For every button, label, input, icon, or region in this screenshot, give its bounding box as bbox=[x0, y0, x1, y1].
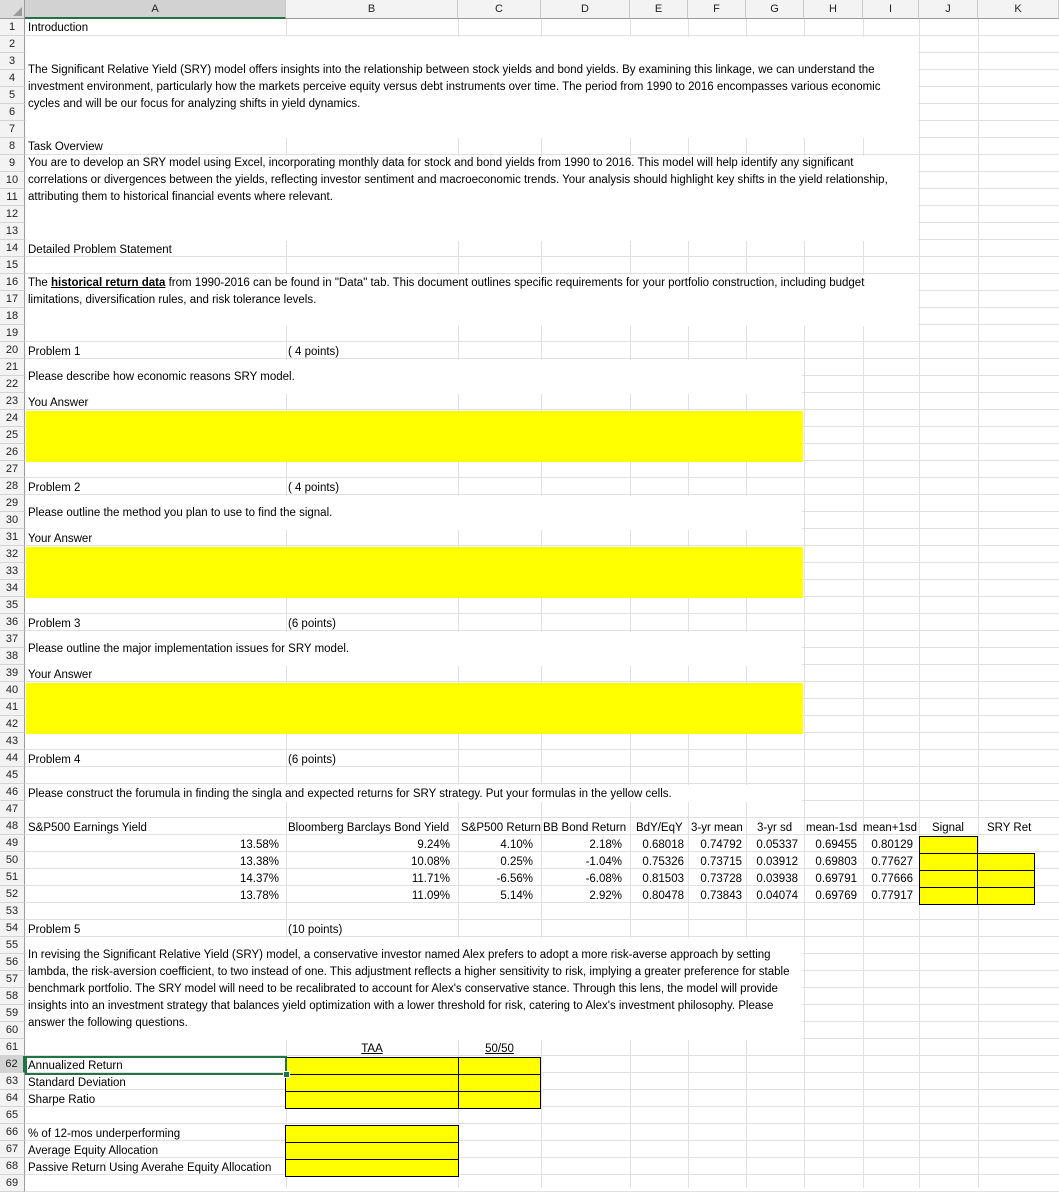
problem1-title: Problem 1 bbox=[28, 346, 81, 358]
col-label-taa: TAA bbox=[361, 1043, 383, 1055]
row-header-61[interactable]: 61 bbox=[0, 1039, 25, 1056]
cell-bond-yield-row51[interactable]: 11.71% bbox=[411, 873, 450, 885]
row-header-54[interactable]: 54 bbox=[0, 920, 25, 937]
gridline-h bbox=[25, 341, 1059, 342]
col-header-b[interactable]: B bbox=[286, 0, 458, 19]
row-header-27[interactable]: 27 bbox=[0, 461, 25, 478]
taa-standard-deviation-cell[interactable] bbox=[285, 1074, 459, 1092]
cell-bb-bond-return-row52[interactable]: 2.92% bbox=[589, 890, 622, 902]
active-cell-a62[interactable] bbox=[25, 1056, 287, 1075]
gridline-h bbox=[25, 766, 1059, 767]
col-header-g[interactable]: G bbox=[746, 0, 804, 19]
problem2-title: Problem 2 bbox=[28, 482, 81, 494]
gridline-h bbox=[25, 919, 1059, 920]
row-header-18[interactable]: 18 bbox=[0, 308, 25, 325]
row-header-20[interactable]: 20 bbox=[0, 342, 25, 359]
gridline-h bbox=[25, 783, 1059, 784]
metric-sharpe-ratio: Sharpe Ratio bbox=[28, 1094, 96, 1106]
row-header-38[interactable]: 38 bbox=[0, 648, 25, 665]
cell-3yr-sd-row49[interactable]: 0.05337 bbox=[756, 839, 798, 851]
gridline-h bbox=[25, 494, 1059, 495]
row-header-25[interactable]: 25 bbox=[0, 427, 25, 444]
metric-avg-equity-allocation: Average Equity Allocation bbox=[28, 1145, 159, 1157]
hdr-mean-plus-1sd: mean+1sd bbox=[863, 822, 918, 834]
cell-3yr-sd-row50[interactable]: 0.03912 bbox=[756, 856, 798, 868]
row-header-5[interactable]: 5 bbox=[0, 87, 25, 104]
row-header-55[interactable]: 55 bbox=[0, 937, 25, 954]
cell-bdy-eqy-row52[interactable]: 0.80478 bbox=[642, 890, 684, 902]
gridline-v bbox=[919, 19, 920, 1188]
row-header-22[interactable]: 22 bbox=[0, 376, 25, 393]
problem3-title: Problem 3 bbox=[28, 618, 81, 630]
cell-bdy-eqy-row49[interactable]: 0.68018 bbox=[642, 839, 684, 851]
row-header-65[interactable]: 65 bbox=[0, 1107, 25, 1124]
cell-bond-yield-row52[interactable]: 11.09% bbox=[411, 890, 450, 902]
row-header-15[interactable]: 15 bbox=[0, 257, 25, 274]
cell-bond-yield-row49[interactable]: 9.24% bbox=[417, 839, 450, 851]
cell-mean-minus-1sd-row51[interactable]: 0.69791 bbox=[815, 873, 857, 885]
row-header-39[interactable]: 39 bbox=[0, 665, 25, 682]
cell-3yr-mean-row52[interactable]: 0.73843 bbox=[700, 890, 742, 902]
problem4-question: Please construct the forumula in finding the singla and expected returns for SRY strategy. Put your formulas in the yellow cells. bbox=[28, 788, 672, 800]
problem1-answer-label: You Answer bbox=[28, 397, 89, 409]
cell-sp500-return-row51[interactable]: -6.56% bbox=[496, 873, 533, 885]
row-header-59[interactable]: 59 bbox=[0, 1005, 25, 1022]
col-header-f[interactable]: F bbox=[688, 0, 746, 19]
problem1-question: Please describe how economic reasons SRY model. bbox=[28, 371, 295, 383]
col-header-i[interactable]: I bbox=[863, 0, 919, 19]
metric-annualized-return: Annualized Return bbox=[28, 1060, 123, 1072]
task-body: You are to develop an SRY model using Excel, incorporating monthly data for stock and bond yields from 1990 to 2016. This model will help identify any significant correlations or divergences between the yields, reflecting investor sentiment and macroeconomic trends. Your analysis should highlight key shifts in the yield relationship, attributing them to historical financial events where relevant. bbox=[28, 157, 888, 203]
row-header-30[interactable]: 30 bbox=[0, 512, 25, 529]
cell-earnings-yield-row52[interactable]: 13.78% bbox=[239, 890, 279, 902]
cell-mean-minus-1sd-row52[interactable]: 0.69769 bbox=[815, 890, 857, 902]
row-header-63[interactable]: 63 bbox=[0, 1073, 25, 1090]
detailed-title: Detailed Problem Statement bbox=[28, 244, 172, 256]
gridline-h bbox=[25, 409, 1059, 410]
fill-handle[interactable] bbox=[283, 1071, 290, 1078]
5050-standard-deviation-cell[interactable] bbox=[458, 1074, 541, 1092]
problem3-answer-label: Your Answer bbox=[28, 669, 93, 681]
problem2-question: Please outline the method you plan to use to find the signal. bbox=[28, 507, 333, 519]
col-header-j[interactable]: J bbox=[919, 0, 978, 19]
5050-annualized-return-cell[interactable] bbox=[458, 1057, 541, 1075]
cell-bb-bond-return-row49[interactable]: 2.18% bbox=[589, 839, 622, 851]
taa-sharpe-ratio-cell[interactable] bbox=[285, 1091, 459, 1109]
row-header-23[interactable]: 23 bbox=[0, 393, 25, 410]
row-header-49[interactable]: 49 bbox=[0, 835, 25, 852]
cell-earnings-yield-row50[interactable]: 13.38% bbox=[239, 856, 279, 868]
problem2-answer-area[interactable] bbox=[26, 547, 803, 598]
cell-3yr-mean-row49[interactable]: 0.74792 bbox=[700, 839, 742, 851]
row-header-58[interactable]: 58 bbox=[0, 988, 25, 1005]
historical-data-link[interactable]: historical return data bbox=[51, 277, 166, 289]
col-header-d[interactable]: D bbox=[541, 0, 630, 19]
sry-ret-cell-row50[interactable] bbox=[977, 853, 1035, 871]
select-all-icon bbox=[13, 7, 22, 16]
signal-cell-row50[interactable] bbox=[919, 853, 978, 871]
row-header-14[interactable]: 14 bbox=[0, 240, 25, 257]
row-header-13[interactable]: 13 bbox=[0, 223, 25, 240]
row-header-10[interactable]: 10 bbox=[0, 172, 25, 189]
row-header-50[interactable]: 50 bbox=[0, 852, 25, 869]
row-header-35[interactable]: 35 bbox=[0, 597, 25, 614]
gridline-h bbox=[25, 1089, 1059, 1090]
cell-bdy-eqy-row51[interactable]: 0.81503 bbox=[642, 873, 684, 885]
gridline-h bbox=[25, 1106, 1059, 1107]
cell-mean-plus-1sd-row52[interactable]: 0.77917 bbox=[871, 890, 913, 902]
col-header-a[interactable]: A bbox=[25, 0, 286, 19]
signal-cell-row51[interactable] bbox=[919, 870, 978, 888]
gridline-h bbox=[25, 630, 1059, 631]
cell-mean-plus-1sd-row50[interactable]: 0.77627 bbox=[871, 856, 913, 868]
hdr-mean-minus-1sd: mean-1sd bbox=[806, 822, 858, 834]
problem1-points: ( 4 points) bbox=[288, 346, 340, 358]
problem5-title: Problem 5 bbox=[28, 924, 81, 936]
problem2-points: ( 4 points) bbox=[288, 482, 340, 494]
cell-bdy-eqy-row50[interactable]: 0.75326 bbox=[642, 856, 684, 868]
row-header-8[interactable]: 8 bbox=[0, 138, 25, 155]
problem4-title: Problem 4 bbox=[28, 754, 81, 766]
cell-sp500-return-row49[interactable]: 4.10% bbox=[500, 839, 533, 851]
row-header-45[interactable]: 45 bbox=[0, 767, 25, 784]
row-header-52[interactable]: 52 bbox=[0, 886, 25, 903]
row-header-33[interactable]: 33 bbox=[0, 563, 25, 580]
detailed-body-after: from 1990-2016 can be found in "Data" tab. This document outlines specific requirements for your portfolio construction, including budget limitations, diversification rules, and risk tolerance levels. bbox=[28, 277, 865, 306]
row-header-31[interactable]: 31 bbox=[0, 529, 25, 546]
row-header-34[interactable]: 34 bbox=[0, 580, 25, 597]
cell-mean-plus-1sd-row49[interactable]: 0.80129 bbox=[871, 839, 913, 851]
gridline-h bbox=[25, 1157, 1059, 1158]
pct-underperforming-cell[interactable] bbox=[285, 1125, 459, 1143]
cell-earnings-yield-row51[interactable]: 14.37% bbox=[239, 873, 279, 885]
row-header-64[interactable]: 64 bbox=[0, 1090, 25, 1107]
gridline-h bbox=[25, 1123, 1059, 1124]
select-all-corner[interactable] bbox=[0, 0, 25, 19]
row-header-68[interactable]: 68 bbox=[0, 1158, 25, 1175]
row-header-44[interactable]: 44 bbox=[0, 750, 25, 767]
cell-3yr-sd-row51[interactable]: 0.03938 bbox=[756, 873, 798, 885]
hdr-bb-bond-return: BB Bond Return bbox=[543, 822, 627, 834]
row-header-16[interactable]: 16 bbox=[0, 274, 25, 291]
gridline-h bbox=[25, 936, 1059, 937]
row-header-40[interactable]: 40 bbox=[0, 682, 25, 699]
signal-cell-row52[interactable] bbox=[919, 887, 978, 905]
taa-annualized-return-cell[interactable] bbox=[285, 1057, 459, 1075]
problem1-answer-area[interactable] bbox=[26, 411, 803, 462]
row-header-51[interactable]: 51 bbox=[0, 869, 25, 886]
row-header-19[interactable]: 19 bbox=[0, 325, 25, 342]
gridline-h bbox=[25, 613, 1059, 614]
cell-mean-minus-1sd-row49[interactable]: 0.69455 bbox=[815, 839, 857, 851]
col-header-c[interactable]: C bbox=[458, 0, 541, 19]
row-header-37[interactable]: 37 bbox=[0, 631, 25, 648]
col-header-h[interactable]: H bbox=[804, 0, 863, 19]
row-header-32[interactable]: 32 bbox=[0, 546, 25, 563]
metric-passive-return: Passive Return Using Averahe Equity Allocation bbox=[28, 1162, 272, 1174]
gridline-v bbox=[978, 19, 979, 1188]
cell-bb-bond-return-row50[interactable]: -1.04% bbox=[585, 856, 622, 868]
row-header-24[interactable]: 24 bbox=[0, 410, 25, 427]
problem5-points: (10 points) bbox=[288, 924, 343, 936]
row-header-2[interactable]: 2 bbox=[0, 36, 25, 53]
sry-ret-cell-row52[interactable] bbox=[977, 887, 1035, 905]
hdr-3yr-sd: 3-yr sd bbox=[757, 822, 793, 834]
problem4-points: (6 points) bbox=[288, 754, 336, 766]
gridline-h bbox=[25, 477, 1059, 478]
avg-equity-allocation-cell[interactable] bbox=[285, 1142, 459, 1160]
cell-sp500-return-row50[interactable]: 0.25% bbox=[500, 856, 533, 868]
hdr-signal: Signal bbox=[932, 822, 964, 834]
hdr-sp500-return: S&P500 Return bbox=[461, 822, 541, 834]
cell-sp500-return-row52[interactable]: 5.14% bbox=[500, 890, 533, 902]
row-header-26[interactable]: 26 bbox=[0, 444, 25, 461]
row-header-53[interactable]: 53 bbox=[0, 903, 25, 920]
row-header-36[interactable]: 36 bbox=[0, 614, 25, 631]
cell-3yr-mean-row50[interactable]: 0.73715 bbox=[700, 856, 742, 868]
gridline-h bbox=[25, 545, 1059, 546]
row-header-42[interactable]: 42 bbox=[0, 716, 25, 733]
row-header-56[interactable]: 56 bbox=[0, 954, 25, 971]
row-header-1[interactable]: 1 bbox=[0, 19, 25, 36]
row-header-62[interactable]: 62 bbox=[0, 1056, 25, 1073]
row-header-66[interactable]: 66 bbox=[0, 1124, 25, 1141]
row-header-46[interactable]: 46 bbox=[0, 784, 25, 801]
gridline-h bbox=[25, 256, 1059, 257]
hdr-bond-yield: Bloomberg Barclays Bond Yield bbox=[288, 822, 450, 834]
cell-earnings-yield-row49[interactable]: 13.58% bbox=[239, 839, 279, 851]
5050-sharpe-ratio-cell[interactable] bbox=[458, 1091, 541, 1109]
row-header-7[interactable]: 7 bbox=[0, 121, 25, 138]
row-header-6[interactable]: 6 bbox=[0, 104, 25, 121]
hdr-3yr-mean: 3-yr mean bbox=[691, 822, 743, 834]
gridline-h bbox=[25, 749, 1059, 750]
row-header-69[interactable]: 69 bbox=[0, 1175, 25, 1192]
signal-cell-row49[interactable] bbox=[919, 836, 978, 854]
cell-mean-plus-1sd-row51[interactable]: 0.77666 bbox=[871, 873, 913, 885]
metric-pct-underperforming: % of 12-mos underperforming bbox=[28, 1128, 181, 1140]
row-header-57[interactable]: 57 bbox=[0, 971, 25, 988]
cell-3yr-mean-row51[interactable]: 0.73728 bbox=[700, 873, 742, 885]
problem5-body: In revising the Significant Relative Yield (SRY) model, a conservative investor named Alex prefers to adopt a more risk-averse approach by setting lambda, the risk-aversion coefficient, to two instead of one. This adjustment reflects a higher sensitivity to risk, implying a greater preference for stable benchmark portfolio. The SRY model will need to be recalibrated to account for Alex's conservative stance. Through this lens, the model will provide insights into an investment strategy that balances yield optimization with a lower threshold for risk, catering to Alex's investment philosophy. Please answer the following questions. bbox=[28, 949, 790, 1029]
col-header-k[interactable]: K bbox=[978, 0, 1059, 19]
row-header-48[interactable]: 48 bbox=[0, 818, 25, 835]
problem3-points: (6 points) bbox=[288, 618, 336, 630]
problem3-question: Please outline the major implementation issues for SRY model. bbox=[28, 643, 350, 655]
gridline-h bbox=[25, 35, 1059, 36]
row-header-67[interactable]: 67 bbox=[0, 1141, 25, 1158]
passive-return-cell[interactable] bbox=[285, 1159, 459, 1177]
gridline-h bbox=[25, 817, 1059, 818]
detailed-body-before: The bbox=[28, 277, 52, 289]
row-header-29[interactable]: 29 bbox=[0, 495, 25, 512]
row-header-47[interactable]: 47 bbox=[0, 801, 25, 818]
row-header-9[interactable]: 9 bbox=[0, 155, 25, 172]
detailed-body bbox=[28, 275, 913, 309]
row-header-12[interactable]: 12 bbox=[0, 206, 25, 223]
col-header-e[interactable]: E bbox=[630, 0, 688, 19]
row-header-17[interactable]: 17 bbox=[0, 291, 25, 308]
row-header-4[interactable]: 4 bbox=[0, 70, 25, 87]
col-label-5050: 50/50 bbox=[485, 1043, 514, 1055]
intro-body: The Significant Relative Yield (SRY) model offers insights into the relationship between stock yields and bond yields. By examining this linkage, we can understand the investment environment, particularly how the markets perceive equity versus debt instruments over time. The period from 1990 to 2016 encompasses various economic cycles and will be our focus for analyzing shifts in yield dynamics. bbox=[28, 64, 881, 110]
task-title: Task Overview bbox=[28, 141, 103, 153]
hdr-bdy-eqy: BdY/EqY bbox=[636, 822, 683, 834]
row-header-21[interactable]: 21 bbox=[0, 359, 25, 376]
row-header-41[interactable]: 41 bbox=[0, 699, 25, 716]
problem2-answer-label: Your Answer bbox=[28, 533, 93, 545]
problem3-answer-area[interactable] bbox=[26, 683, 803, 734]
cell-3yr-sd-row52[interactable]: 0.04074 bbox=[756, 890, 798, 902]
cell-bb-bond-return-row51[interactable]: -6.08% bbox=[585, 873, 622, 885]
cell-bond-yield-row50[interactable]: 10.08% bbox=[410, 856, 450, 868]
gridline-h bbox=[25, 358, 1059, 359]
hdr-sry-ret: SRY Ret bbox=[987, 822, 1032, 834]
row-header-60[interactable]: 60 bbox=[0, 1022, 25, 1039]
metric-standard-deviation: Standard Deviation bbox=[28, 1077, 126, 1089]
cell-mean-minus-1sd-row50[interactable]: 0.69803 bbox=[815, 856, 857, 868]
sry-ret-cell-row51[interactable] bbox=[977, 870, 1035, 888]
gridline-h bbox=[25, 681, 1059, 682]
gridline-h bbox=[25, 273, 1059, 274]
intro-title: Introduction bbox=[28, 22, 89, 34]
row-header-11[interactable]: 11 bbox=[0, 189, 25, 206]
hdr-sp500-earnings-yield: S&P500 Earnings Yield bbox=[28, 822, 147, 834]
row-header-43[interactable]: 43 bbox=[0, 733, 25, 750]
row-header-3[interactable]: 3 bbox=[0, 53, 25, 70]
row-header-28[interactable]: 28 bbox=[0, 478, 25, 495]
